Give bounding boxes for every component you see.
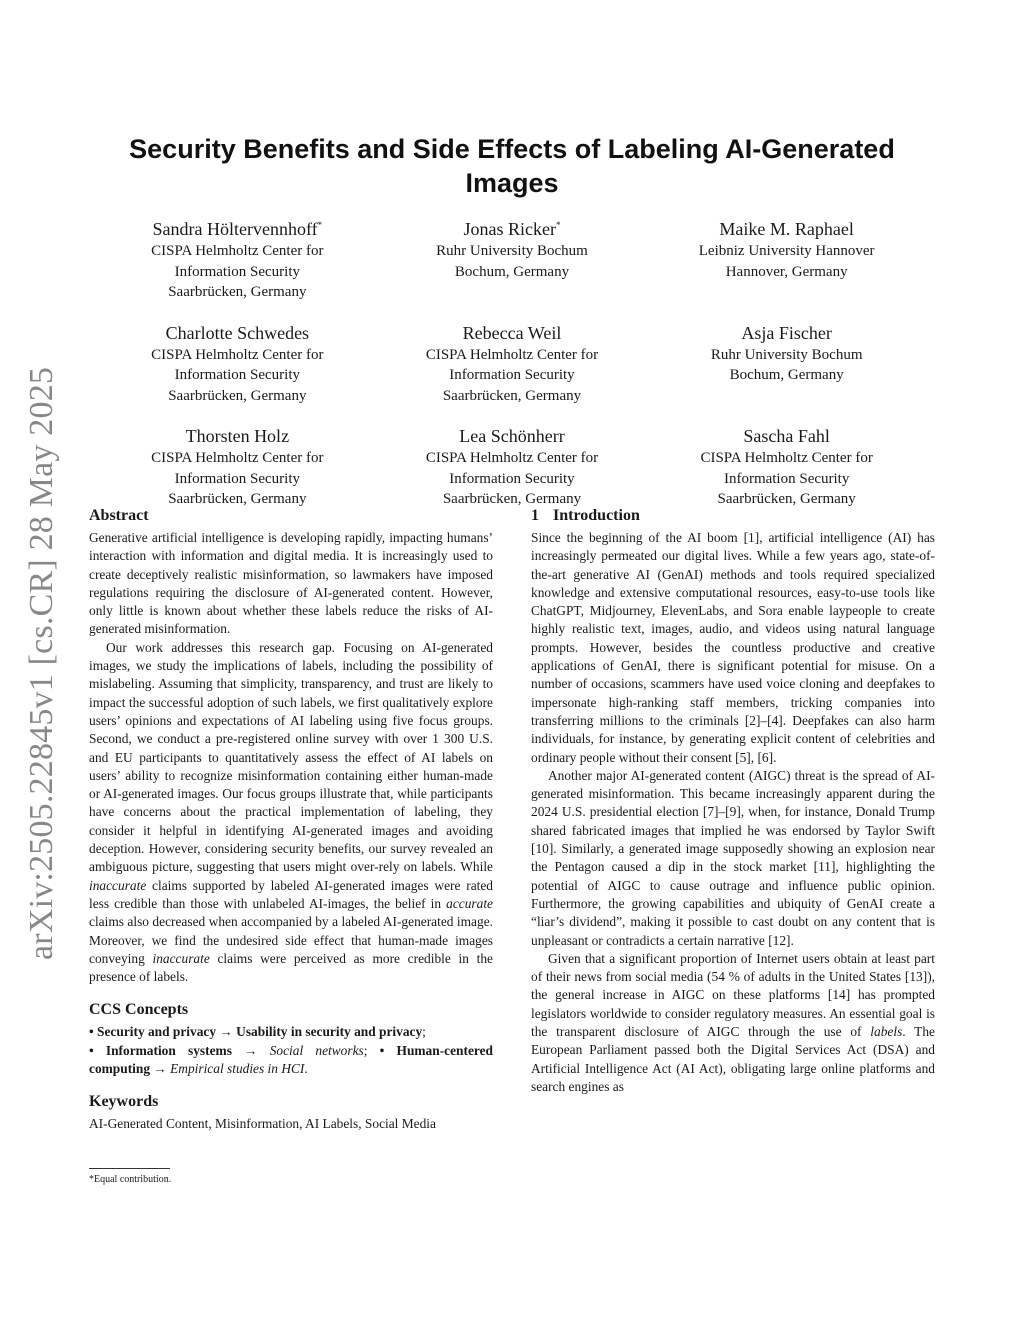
author-affiliation: Saarbrücken, Germany <box>168 387 307 404</box>
author-name: Asja Fischer <box>741 322 832 343</box>
right-column <box>531 506 935 1096</box>
paper-title: Security Benefits and Side Effects of Labeling AI-Generated Images <box>129 134 895 198</box>
author-affiliation: CISPA Helmholtz Center for <box>700 450 873 466</box>
author-affiliation: Information Security <box>723 470 850 487</box>
author-name: Lea Schönherr <box>459 426 565 446</box>
author-affiliation: Leibniz University Hannover <box>698 243 875 259</box>
author-name: Charlotte Schwedes <box>165 322 310 343</box>
footnote: *Equal contribution. <box>89 1174 172 1185</box>
ccs-heading: CCS Concepts <box>89 1001 189 1019</box>
author-affiliation: CISPA Helmholtz Center for <box>425 346 599 363</box>
intro-paragraph: Another major AI-generated content (AIGC) threat is the spread of AI-generated misinformation. This became increasingly apparent during the 2024 U.S. presidential election [7]–[9], when, for instance, Donald Trump shared fabricated images that implied he was endorsed by Taylor Swift [10]. Similarly, a generated image supposedly showing an explosion near the Pentagon caused a dip in the stock market [11], highlighting the potential of AIGC to cause outrage and influence public opinion. Furthermore, the growing capabilities and ubiquity of GenAI create a “liar’s dividend”, making it possible to cast doubt on any content that is unpleasant or contradicts a certain narrative [12]. <box>531 767 935 948</box>
author-name: Maike M. Raphael <box>719 219 854 239</box>
author-name: Thorsten Holz <box>185 426 290 446</box>
author-name: Sandra Höltervennhoff* <box>152 219 323 239</box>
abstract-paragraph: Our work addresses this research gap. Focusing on AI-generated images, we study the implications of labels, including the possibility of mislabeling. Assuming that simplicity, transparency, and trust are likely to impact the successful adoption of such labels, we first qualitatively explore users’ opinions and expectations of AI labeling using five focus groups. Second, we conduct a pre-registered online survey with over 1 300 U.S. and EU participants to quantitatively assess the effect of AI labels on users’ ability to recognize misinformation containing either human-made or AI-generated images. Our focus groups illustrate that, while participants have concerns about the practical implementation of labeling, they consider it helpful in identifying AI-generated images and avoiding deception. However, considering security benefits, our survey revealed an ambiguous picture, suggesting that users might over-rely on labels. While inaccurate claims supported by labeled AI-generated images were rated less credible than those with unlabeled AI-images, the belief in accurate claims also decreased when accompanied by a labeled AI-generated image. Moreover, we find the undesired side effect that human-made images conveying inaccurate claims were perceived as more credible in the presence of labels. <box>89 639 493 985</box>
author-affiliation: CISPA Helmholtz Center for <box>151 243 324 259</box>
intro-paragraph: Since the beginning of the AI boom [1], artificial intelligence (AI) has increasingly permeated our digital lives. While a few years ago, state-of-the-art generative AI (GenAI) methods and tools required specialized knowledge and extensive computational resources, easy-to-use tools like ChatGPT, Midjourney, ElevenLabs, and Sora enable laypeople to create highly realistic text, images, audio, and videos using natural language prompts. However, besides the countless productive and creative applications of GenAI, there is significant potential for misuse. On a number of occasions, scammers have used voice cloning and deepfakes to impersonate high-ranking staff members, tricking companies into transferring millions to the criminals [2]–[4]. Deepfakes can also harm individuals, for instance, by generating explicit content of celebrities and ordinary people without their consent [5], [6]. <box>531 530 935 765</box>
ccs-concepts: • Security and privacy → Usability in security and privacy; • Information systems → Social networks; • Human-centered computing → Empirical studies in HCI. <box>89 1024 493 1077</box>
author-affiliation: Ruhr University Bochum <box>710 346 863 363</box>
keywords-section <box>89 1092 493 1133</box>
author-block <box>649 420 924 510</box>
abstract-heading: Abstract <box>89 507 149 524</box>
author-affiliation: Saarbrücken, Germany <box>168 491 307 507</box>
author-affiliation: Information Security <box>174 367 301 383</box>
author-block <box>100 317 375 407</box>
author-affiliation: Bochum, Germany <box>729 367 844 383</box>
author-affiliation: CISPA Helmholtz Center for <box>151 450 324 466</box>
author-affiliation: Information Security <box>449 470 575 487</box>
author-affiliation: Ruhr University Bochum <box>436 243 588 259</box>
author-affiliation: CISPA Helmholtz Center for <box>425 450 599 466</box>
author-name: Rebecca Weil <box>462 322 562 343</box>
abstract-paragraph: Generative artificial intelligence is developing rapidly, impacting humans’ interaction with information and digital media. It is increasingly used to create deceptively realistic misinformation, so lawmakers have imposed regulations requiring the disclosure of AI-generated content. However, only little is known about whether these labels reduce the risks of AI-generated misinformation. <box>89 530 493 637</box>
author-affiliation: Saarbrücken, Germany <box>442 387 582 404</box>
author-block <box>649 213 924 303</box>
author-affiliation: Saarbrücken, Germany <box>442 491 582 507</box>
ccs-concepts-section <box>89 1000 493 1078</box>
author-affiliation: CISPA Helmholtz Center for <box>151 346 324 363</box>
author-block <box>375 317 650 407</box>
author-affiliation: Hannover, Germany <box>725 263 848 280</box>
author-affiliation: Bochum, Germany <box>454 263 570 280</box>
author-block <box>100 213 375 303</box>
section-heading <box>531 506 935 526</box>
keywords-text: AI-Generated Content, Misinformation, AI Labels, Social Media <box>89 1116 436 1132</box>
left-column <box>89 506 493 1134</box>
author-name: Jonas Ricker* <box>463 219 561 239</box>
author-affiliation: Saarbrücken, Germany <box>717 491 856 507</box>
section-number: 1 <box>531 507 539 524</box>
author-block <box>375 420 650 510</box>
arxiv-stamp: arXiv:2505.22845v1 [cs.CR] 28 May 2025 <box>23 366 60 960</box>
author-affiliation: Information Security <box>449 367 575 383</box>
author-block <box>375 213 650 303</box>
author-affiliation: Information Security <box>174 263 301 280</box>
keywords-heading: Keywords <box>89 1093 159 1111</box>
section-title: Introduction <box>553 507 640 524</box>
author-block <box>649 317 924 407</box>
author-name: Sascha Fahl <box>743 426 830 446</box>
footnote-divider <box>89 1168 170 1169</box>
intro-paragraph: Given that a significant proportion of Internet users obtain at least part of their news from social media (54 % of adults in the United States [13]), the general increase in AIGC on these platforms [14] has prompted legislators worldwide to consider regulatory measures. An essential goal is the transparent disclosure of AIGC through the use of labels. The European Parliament passed both the Digital Services Act (DSA) and Artificial Intelligence Act (AI Act), obligating large online platforms and search engines as <box>531 950 935 1094</box>
author-block <box>100 420 375 510</box>
author-affiliation: Information Security <box>174 470 301 487</box>
author-grid <box>100 213 924 510</box>
author-affiliation: Saarbrücken, Germany <box>168 284 307 300</box>
